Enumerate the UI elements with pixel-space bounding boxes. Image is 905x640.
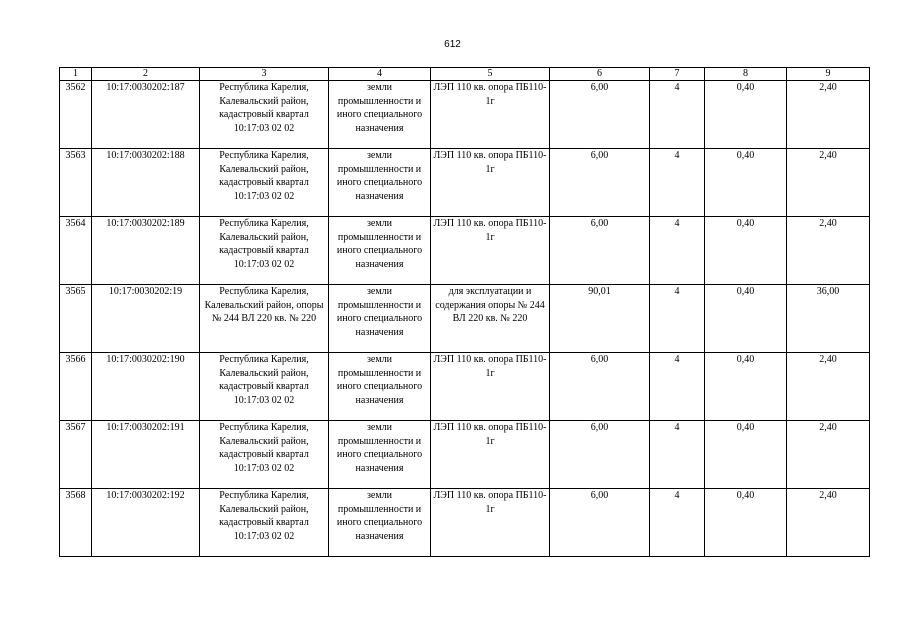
header-col-cadastral-number: 2 xyxy=(92,68,200,81)
cell-col-land-category: земли промышленности и иного специального назначения xyxy=(329,353,431,421)
cell-col-cadastral-number: 10:17:0030202:187 xyxy=(92,81,200,149)
cell-col-col7: 4 xyxy=(650,489,705,557)
table-row xyxy=(60,489,870,557)
table-row xyxy=(60,285,870,353)
cell-col-cadastral-number: 10:17:0030202:188 xyxy=(92,149,200,217)
cell-col-cadastral-number: 10:17:0030202:190 xyxy=(92,353,200,421)
cell-col-col7: 4 xyxy=(650,149,705,217)
header-col-land-category: 4 xyxy=(329,68,431,81)
cell-col-col8: 0,40 xyxy=(705,81,787,149)
cell-col-purpose: ЛЭП 110 кв. опора ПБ110-1г xyxy=(431,81,550,149)
cell-col-location: Республика Карелия, Калевальский район, кадастровый квартал 10:17:03 02 02 xyxy=(200,149,329,217)
header-col-col9: 9 xyxy=(787,68,870,81)
cell-col-number: 3564 xyxy=(60,217,92,285)
cell-col-cadastral-number: 10:17:0030202:192 xyxy=(92,489,200,557)
cell-col-location: Республика Карелия, Калевальский район, кадастровый квартал 10:17:03 02 02 xyxy=(200,81,329,149)
cell-col-col8: 0,40 xyxy=(705,489,787,557)
cell-col-land-category: земли промышленности и иного специального назначения xyxy=(329,421,431,489)
cell-col-col7: 4 xyxy=(650,353,705,421)
cell-col-area: 6,00 xyxy=(550,81,650,149)
table-row xyxy=(60,81,870,149)
cell-col-number: 3568 xyxy=(60,489,92,557)
cell-col-area: 6,00 xyxy=(550,489,650,557)
table-row xyxy=(60,421,870,489)
header-col-col8: 8 xyxy=(705,68,787,81)
cell-col-purpose: ЛЭП 110 кв. опора ПБ110-1г xyxy=(431,421,550,489)
cell-col-cadastral-number: 10:17:0030202:189 xyxy=(92,217,200,285)
cell-col-location: Республика Карелия, Калевальский район, опоры № 244 ВЛ 220 кв. № 220 xyxy=(200,285,329,353)
table-row xyxy=(60,149,870,217)
cell-col-area: 6,00 xyxy=(550,149,650,217)
cell-col-col7: 4 xyxy=(650,421,705,489)
cell-col-cadastral-number: 10:17:0030202:191 xyxy=(92,421,200,489)
cell-col-area: 6,00 xyxy=(550,421,650,489)
page-number: 612 xyxy=(444,39,461,50)
cell-col-col8: 0,40 xyxy=(705,285,787,353)
cell-col-col8: 0,40 xyxy=(705,149,787,217)
table-row xyxy=(60,217,870,285)
cell-col-col9: 2,40 xyxy=(787,149,870,217)
cell-col-purpose: для эксплуатации и содержания опоры № 244 ВЛ 220 кв. № 220 xyxy=(431,285,550,353)
cell-col-col8: 0,40 xyxy=(705,353,787,421)
cell-col-purpose: ЛЭП 110 кв. опора ПБ110-1г xyxy=(431,149,550,217)
cell-col-number: 3567 xyxy=(60,421,92,489)
cell-col-number: 3565 xyxy=(60,285,92,353)
header-col-purpose: 5 xyxy=(431,68,550,81)
header-col-area: 6 xyxy=(550,68,650,81)
cell-col-land-category: земли промышленности и иного специального назначения xyxy=(329,149,431,217)
header-col-col7: 7 xyxy=(650,68,705,81)
cell-col-col9: 2,40 xyxy=(787,81,870,149)
cell-col-col8: 0,40 xyxy=(705,421,787,489)
cell-col-col7: 4 xyxy=(650,217,705,285)
cell-col-area: 90,01 xyxy=(550,285,650,353)
cell-col-col9: 2,40 xyxy=(787,421,870,489)
cell-col-land-category: земли промышленности и иного специального назначения xyxy=(329,81,431,149)
cell-col-location: Республика Карелия, Калевальский район, кадастровый квартал 10:17:03 02 02 xyxy=(200,489,329,557)
cell-col-col7: 4 xyxy=(650,81,705,149)
cell-col-land-category: земли промышленности и иного специального назначения xyxy=(329,285,431,353)
cell-col-col9: 2,40 xyxy=(787,489,870,557)
cell-col-col8: 0,40 xyxy=(705,217,787,285)
cell-col-purpose: ЛЭП 110 кв. опора ПБ110-1г xyxy=(431,489,550,557)
land-registry-table xyxy=(59,67,870,557)
cell-col-area: 6,00 xyxy=(550,217,650,285)
cell-col-location: Республика Карелия, Калевальский район, кадастровый квартал 10:17:03 02 02 xyxy=(200,421,329,489)
cell-col-cadastral-number: 10:17:0030202:19 xyxy=(92,285,200,353)
cell-col-purpose: ЛЭП 110 кв. опора ПБ110-1г xyxy=(431,353,550,421)
cell-col-purpose: ЛЭП 110 кв. опора ПБ110-1г xyxy=(431,217,550,285)
header-row xyxy=(60,68,870,81)
cell-col-land-category: земли промышленности и иного специального назначения xyxy=(329,217,431,285)
cell-col-col9: 2,40 xyxy=(787,217,870,285)
cell-col-location: Республика Карелия, Калевальский район, кадастровый квартал 10:17:03 02 02 xyxy=(200,353,329,421)
cell-col-location: Республика Карелия, Калевальский район, кадастровый квартал 10:17:03 02 02 xyxy=(200,217,329,285)
table-body xyxy=(60,81,870,557)
header-col-location: 3 xyxy=(200,68,329,81)
cell-col-number: 3562 xyxy=(60,81,92,149)
table-row xyxy=(60,353,870,421)
cell-col-land-category: земли промышленности и иного специального назначения xyxy=(329,489,431,557)
cell-col-number: 3563 xyxy=(60,149,92,217)
cell-col-col9: 2,40 xyxy=(787,353,870,421)
cell-col-area: 6,00 xyxy=(550,353,650,421)
cell-col-number: 3566 xyxy=(60,353,92,421)
cell-col-col9: 36,00 xyxy=(787,285,870,353)
header-col-number: 1 xyxy=(60,68,92,81)
cell-col-col7: 4 xyxy=(650,285,705,353)
